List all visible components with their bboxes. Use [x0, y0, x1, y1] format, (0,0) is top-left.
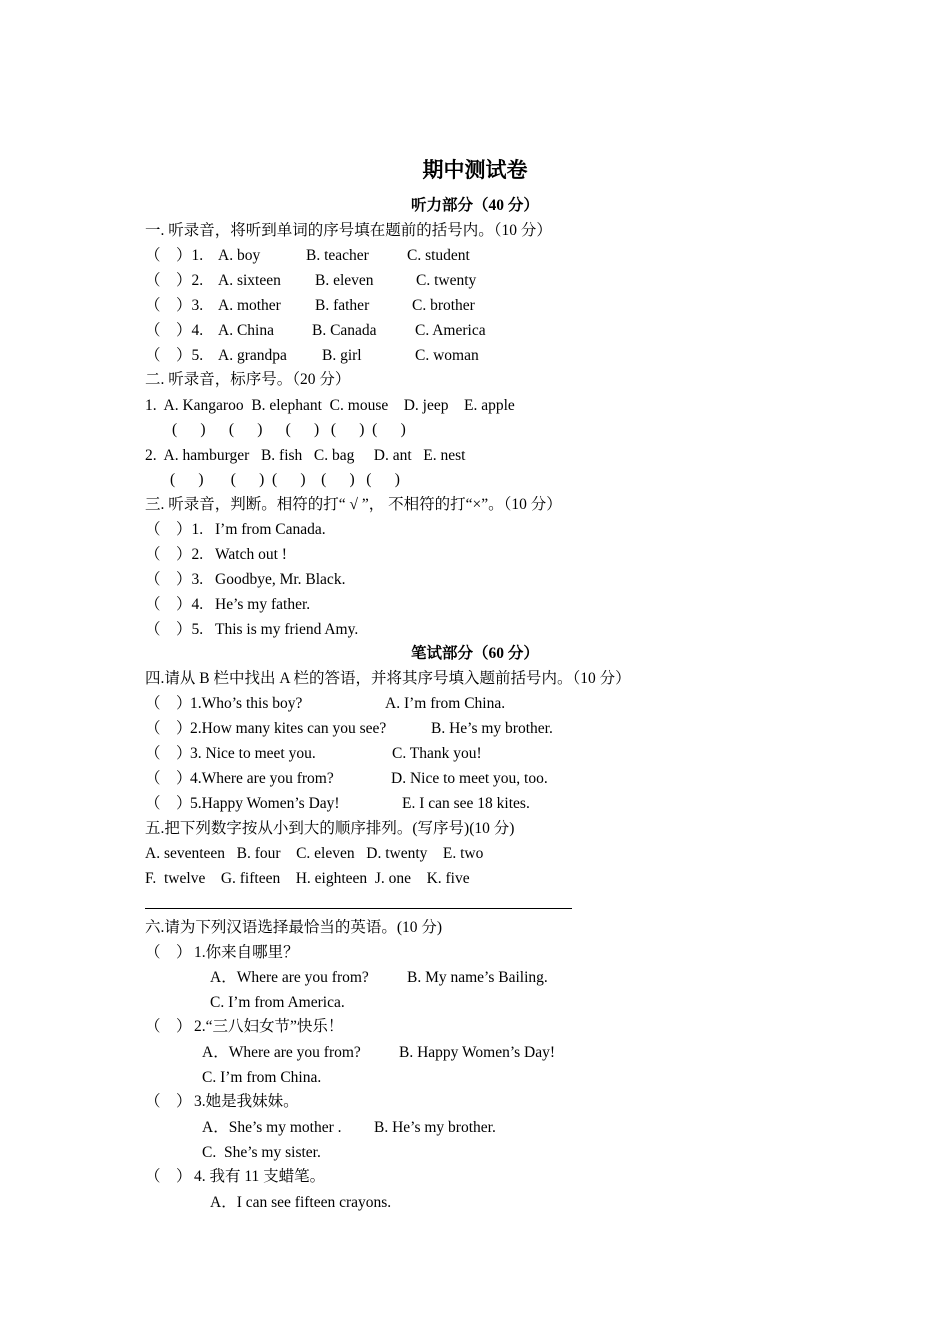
answer-option: E. I can see 18 kites. [402, 795, 530, 812]
statement: I’m from Canada. [215, 521, 326, 538]
question: 4. 我有 11 支蜡笔。 [194, 1168, 326, 1185]
writing-heading: 笔试部分（60 分） [411, 645, 539, 662]
answer-bracket: （ ）3. [145, 297, 204, 314]
answer-bracket: （ ）1. [145, 247, 204, 264]
answer-bracket: （ ） [145, 1018, 192, 1035]
option-a: A. China [218, 322, 274, 339]
question: 5.Happy Women’s Day! [190, 795, 340, 812]
answer-bracket: （ ）5. [145, 621, 204, 638]
section-1-heading: 一. 听录音，将听到单词的序号填在题前的括号内。（10 分） [145, 222, 552, 239]
option-a: A. mother [218, 297, 281, 314]
answer-option: A. I’m from China. [385, 695, 506, 712]
s2-row-2-blanks: ( ) ( ) ( ) ( ) ( ) [170, 471, 400, 488]
s5-row-1: A. seventeen B. four C. eleven D. twenty E. two [145, 845, 484, 862]
option-a: A. sixteen [218, 272, 281, 289]
s2-row-2: 2. A. hamburger B. fish C. bag D. ant E. nest [145, 447, 466, 464]
option-c: C. She’s my sister. [202, 1144, 321, 1161]
question: 1.Who’s this boy? [190, 695, 303, 712]
answer-option: B. He’s my brother. [431, 720, 553, 737]
option-b: B. Canada [312, 322, 377, 339]
option-b: B. teacher [306, 247, 369, 264]
answer-bracket: （ ）5. [145, 347, 204, 364]
option-c: C. brother [412, 297, 475, 314]
s5-row-2: F. twelve G. fifteen H. eighteen J. one K. five [145, 870, 470, 887]
answer-bracket: （ ） [145, 720, 192, 737]
page-title: 期中测试卷 [422, 158, 528, 182]
section-3-heading: 三. 听录音，判断。相符的打“ √ ”， 不相符的打“×”。（10 分） [145, 496, 562, 513]
question: 3.她是我妹妹。 [194, 1093, 299, 1110]
option-a: A．Where are you from? [202, 1044, 361, 1061]
answer-bracket: （ ）4. [145, 322, 204, 339]
section-5-heading: 五.把下列数字按从小到大的顺序排列。(写序号)(10 分) [145, 820, 515, 837]
answer-option: D. Nice to meet you, too. [391, 770, 548, 787]
option-c: C. I’m from China. [202, 1069, 322, 1086]
option-c: C. I’m from America. [210, 994, 345, 1011]
answer-bracket: （ ） [145, 1168, 192, 1185]
answer-bracket: （ ）2. [145, 272, 204, 289]
question: 3. Nice to meet you. [190, 745, 316, 762]
answer-bracket: （ ）3. [145, 571, 204, 588]
option-b: B. girl [322, 347, 362, 364]
option-b: B. father [315, 297, 370, 314]
option-a: A．She’s my mother . [202, 1119, 342, 1136]
listening-heading: 听力部分（40 分） [411, 197, 539, 214]
question: 2.“三八妇女节”快乐！ [194, 1018, 344, 1035]
option-c: C. America [415, 322, 486, 339]
statement: Watch out ! [215, 546, 287, 563]
option-b: B. Happy Women’s Day! [399, 1044, 556, 1061]
statement: This is my friend Amy. [215, 621, 359, 638]
answer-option: C. Thank you! [392, 745, 482, 762]
statement: Goodbye, Mr. Black. [215, 571, 346, 588]
question: 4.Where are you from? [190, 770, 334, 787]
answer-bracket: （ ）1. [145, 521, 204, 538]
option-a: A．I can see fifteen crayons. [210, 1194, 392, 1211]
s2-row-1: 1. A. Kangaroo B. elephant C. mouse D. jeep E. apple [145, 397, 515, 414]
option-a: A. grandpa [218, 347, 287, 364]
answer-bracket: （ ） [145, 745, 192, 762]
question: 2.How many kites can you see? [190, 720, 387, 737]
option-a: A. boy [218, 247, 261, 264]
statement: He’s my father. [215, 596, 311, 613]
answer-bracket: （ ） [145, 770, 192, 787]
s2-row-1-blanks: ( ) ( ) ( ) ( ) ( ) [172, 421, 406, 438]
answer-line [145, 908, 572, 909]
s6-q4-options [145, 1193, 392, 1253]
section-2-heading: 二. 听录音，标序号。（20 分） [145, 371, 351, 388]
option-b: B. My name’s Bailing. [407, 969, 548, 986]
option-c: C. student [407, 247, 470, 264]
option-b: B. eleven [315, 272, 374, 289]
option-c: C. woman [415, 347, 479, 364]
section-4-heading: 四.请从 B 栏中找出 A 栏的答语，并将其序号填入题前括号内。（10 分） [145, 670, 631, 687]
section-6-heading: 六.请为下列汉语选择最恰当的英语。(10 分) [145, 919, 443, 936]
answer-bracket: （ ） [145, 795, 192, 812]
option-c: C. twenty [416, 272, 477, 289]
option-a: A．Where are you from? [210, 969, 369, 986]
answer-bracket: （ ）2. [145, 546, 204, 563]
question: 1.你来自哪里？ [194, 944, 299, 961]
answer-bracket: （ ） [145, 1093, 192, 1110]
answer-bracket: （ ） [145, 695, 192, 712]
option-b: B. He’s my brother. [374, 1119, 496, 1136]
answer-bracket: （ ）4. [145, 596, 204, 613]
answer-bracket: （ ） [145, 944, 192, 961]
